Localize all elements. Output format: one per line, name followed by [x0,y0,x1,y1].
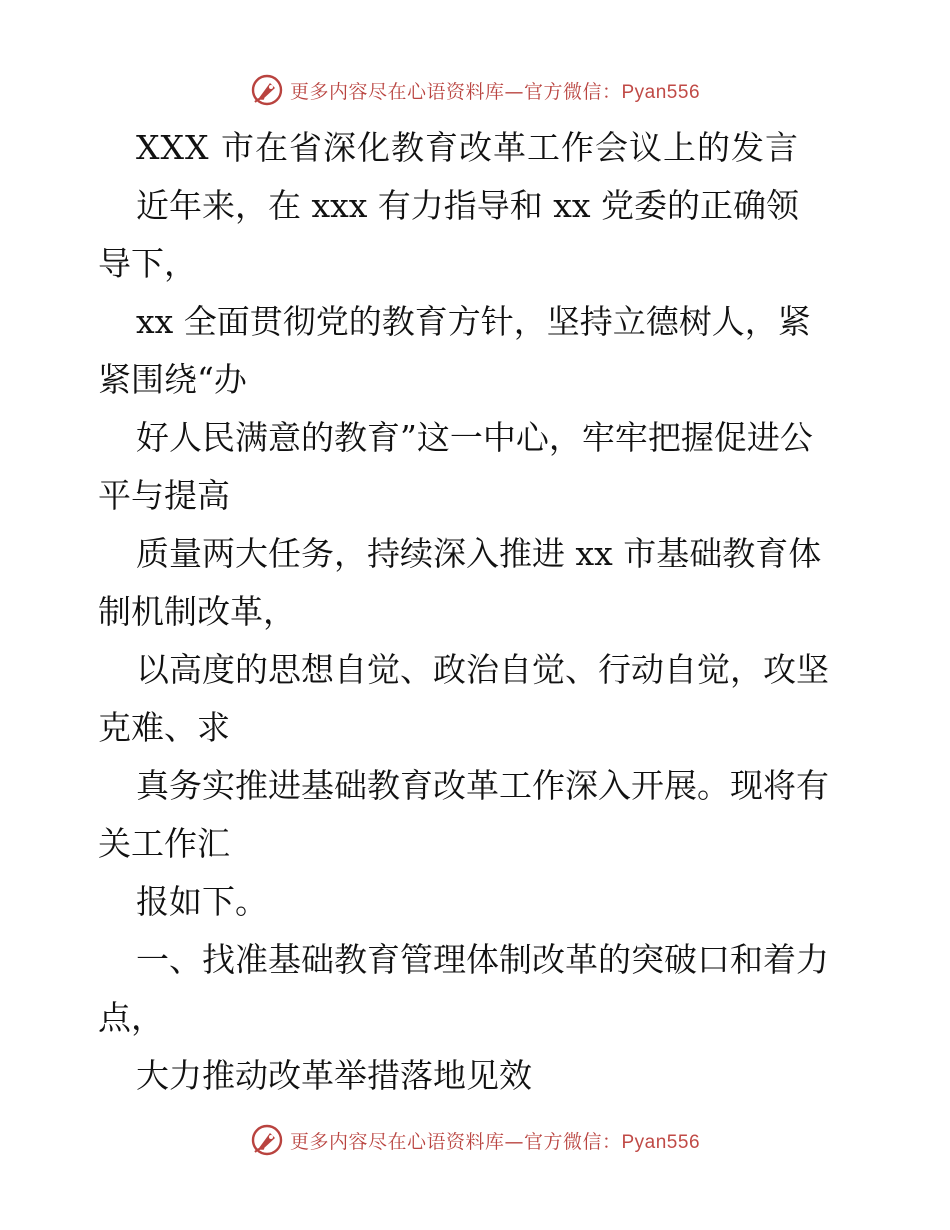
paragraph-line: 导下， [98,244,197,283]
banner-text [290,1127,700,1154]
wechat-id: Pyan556 [621,1131,701,1153]
brand-text: 更多内容尽在心语资料库 [289,1130,505,1153]
pen-nib-logo-icon [250,1123,284,1157]
document-title: XXX 市在省深化教育改革工作会议上的发言 [136,128,799,167]
paragraph-line: 质量两大任务，持续深入推进 xx 市基础教育体 [136,534,822,573]
paragraph-line: 好人民满意的教育”这一中心，牢牢把握促进公 [136,418,813,457]
paragraph-line: 紧围绕“办 [98,360,247,399]
paragraph-line: xx 全面贯彻党的教育方针，坚持立德树人，紧 [136,302,811,341]
banner-separator: — [504,80,524,103]
paragraph-line: 以高度的思想自觉、政治自觉、行动自觉，攻坚 [136,650,829,689]
footer-watermark-banner [0,1120,950,1160]
wechat-label: 官方微信： [523,80,622,103]
paragraph-line: 制机制改革， [98,592,296,631]
banner-text [290,77,700,104]
paragraph-line: 近年来，在 xxx 有力指导和 xx 党委的正确领 [136,186,800,225]
header-watermark-banner [0,70,950,110]
wechat-id: Pyan556 [621,81,701,103]
document-body [98,124,858,1110]
paragraph-line: 报如下。 [136,882,268,921]
section-heading-line: 一、找准基础教育管理体制改革的突破口和着力 [136,940,829,979]
banner-separator: — [504,1130,524,1153]
paragraph-line: 真务实推进基础教育改革工作深入开展。现将有 [136,766,829,805]
brand-text: 更多内容尽在心语资料库 [289,80,505,103]
section-heading-line: 大力推动改革举措落地见效 [136,1056,532,1095]
paragraph-line: 平与提高 [98,476,230,515]
pen-nib-logo-icon [250,73,284,107]
section-heading-line: 点， [98,998,164,1037]
wechat-label: 官方微信： [523,1130,622,1153]
paragraph-line: 克难、求 [98,708,230,747]
paragraph-line: 关工作汇 [98,824,230,863]
